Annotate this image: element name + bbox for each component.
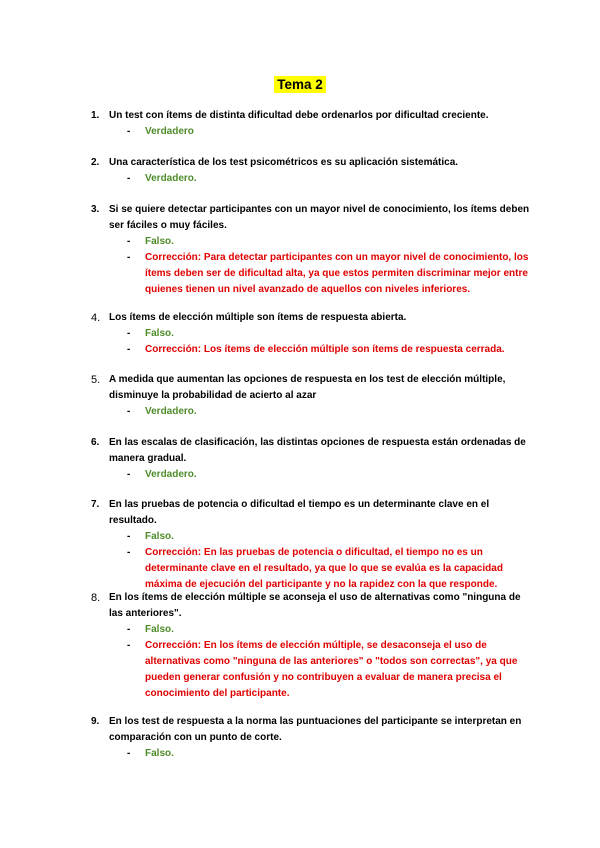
- answer-text: Falso.: [145, 624, 174, 635]
- question-item: 9. En los test de respuesta a la norma las puntuaciones del participante se interpretan en comparación con un punto de corte. - Falso.: [91, 716, 522, 759]
- document-title: [0, 76, 600, 94]
- question-number: 3.: [91, 204, 100, 215]
- answer-text: Verdadero.: [145, 173, 197, 184]
- correction-text: Corrección: En las pruebas de potencia o dificultad, el tiempo no es un determinante clave en el resultado, ya que lo que se evalúa es la capacidad máxima de ejecución del participante y no la rapidez con la que responde.: [145, 547, 503, 590]
- correction-text: Corrección: Los ítems de elección múltiple son ítems de respuesta cerrada.: [145, 344, 505, 355]
- question-text: Los ítems de elección múltiple son ítems de respuesta abierta.: [109, 312, 407, 323]
- question-number: 4.: [91, 312, 101, 324]
- question-number: 2.: [91, 157, 100, 168]
- question-item: 3. Si se quiere detectar participantes con un mayor nivel de conocimiento, los ítems deben ser fáciles o muy fáciles. - Falso. - Corrección: Para detectar participantes con un mayor nivel de conocimiento, los ítems deben ser de dificultad alta, ya que estos permiten discriminar mejor entre quienes tienen un nivel avanzado de aquellos con niveles inferiores.: [91, 204, 530, 295]
- question-number: 6.: [91, 437, 100, 448]
- question-text: En las pruebas de potencia o dificultad el tiempo es un determinante clave en el resultado.: [109, 499, 490, 526]
- question-item: 6. En las escalas de clasificación, las distintas opciones de respuesta están ordenadas de manera gradual. - Verdadero.: [91, 437, 526, 480]
- question-text: Si se quiere detectar participantes con un mayor nivel de conocimiento, los ítems deben ser fáciles o muy fáciles.: [109, 204, 530, 231]
- question-item: 4. Los ítems de elección múltiple son ítems de respuesta abierta. - Falso. - Corrección: Los ítems de elección múltiple son ítems de respuesta cerrada.: [91, 312, 505, 355]
- title-highlight: Tema 2: [274, 76, 326, 93]
- question-item: 7. En las pruebas de potencia o dificultad el tiempo es un determinante clave en el resultado. - Falso. - Corrección: En las pruebas de potencia o dificultad, el tiempo no es un determinante clave en el resultado, ya que lo que se evalúa es la capacidad máxima de ejecución del participante y no la rapidez con la que responde.: [91, 499, 503, 590]
- answer-text: Falso.: [145, 328, 174, 339]
- answer-text: Verdadero: [145, 126, 194, 137]
- question-item: 8. En los ítems de elección múltiple se aconseja el uso de alternativas como "ninguna de las anteriores". - Falso. - Corrección: En los ítems de elección múltiple, se desaconseja el uso de alternativas como "ninguna de las anteriores" o "todos son correctas", ya que pueden generar confusión y no contribuyen a evaluar de manera precisa el conocimiento del participante.: [91, 592, 521, 699]
- question-text: En las escalas de clasificación, las distintas opciones de respuesta están ordenadas de manera gradual.: [109, 437, 526, 464]
- question-number: 9.: [91, 716, 100, 727]
- answer-text: Verdadero.: [145, 406, 197, 417]
- answer-text: Falso.: [145, 748, 174, 759]
- question-number: 7.: [91, 499, 100, 510]
- question-item: 5. A medida que aumentan las opciones de respuesta en los test de elección múltiple, disminuye la probabilidad de acierto al azar - Verdadero.: [91, 374, 506, 417]
- question-text: En los test de respuesta a la norma las puntuaciones del participante se interpretan en comparación con un punto de corte.: [109, 716, 522, 743]
- correction-text: Corrección: En los ítems de elección múltiple, se desaconseja el uso de alternativas como "ninguna de las anteriores" o "todos son correctas", ya que pueden generar confusión y no contribuyen a evaluar de manera precisa el conocimiento del participante.: [145, 640, 518, 699]
- correction-text: Corrección: Para detectar participantes con un mayor nivel de conocimiento, los ítems deben ser de dificultad alta, ya que estos permiten discriminar mejor entre quienes tienen un nivel avanzado de aquellos con niveles inferiores.: [145, 252, 529, 295]
- question-number: 1.: [91, 110, 100, 121]
- answer-text: Verdadero.: [145, 469, 197, 480]
- question-number: 5.: [91, 374, 101, 386]
- answer-text: Falso.: [145, 531, 174, 542]
- answer-text: Falso.: [145, 236, 174, 247]
- question-number: 8.: [91, 592, 101, 604]
- question-text: En los ítems de elección múltiple se aconseja el uso de alternativas como "ninguna de las anteriores".: [109, 592, 521, 619]
- question-text: A medida que aumentan las opciones de respuesta en los test de elección múltiple, disminuye la probabilidad de acierto al azar: [109, 374, 506, 401]
- question-text: Una característica de los test psicométricos es su aplicación sistemática.: [109, 157, 459, 168]
- question-item: 2. Una característica de los test psicométricos es su aplicación sistemática. - Verdadero.: [91, 157, 459, 184]
- question-text: Un test con ítems de distinta dificultad debe ordenarlos por dificultad creciente.: [109, 110, 489, 121]
- question-item: 1. Un test con ítems de distinta dificultad debe ordenarlos por dificultad creciente. - Verdadero: [91, 110, 489, 137]
